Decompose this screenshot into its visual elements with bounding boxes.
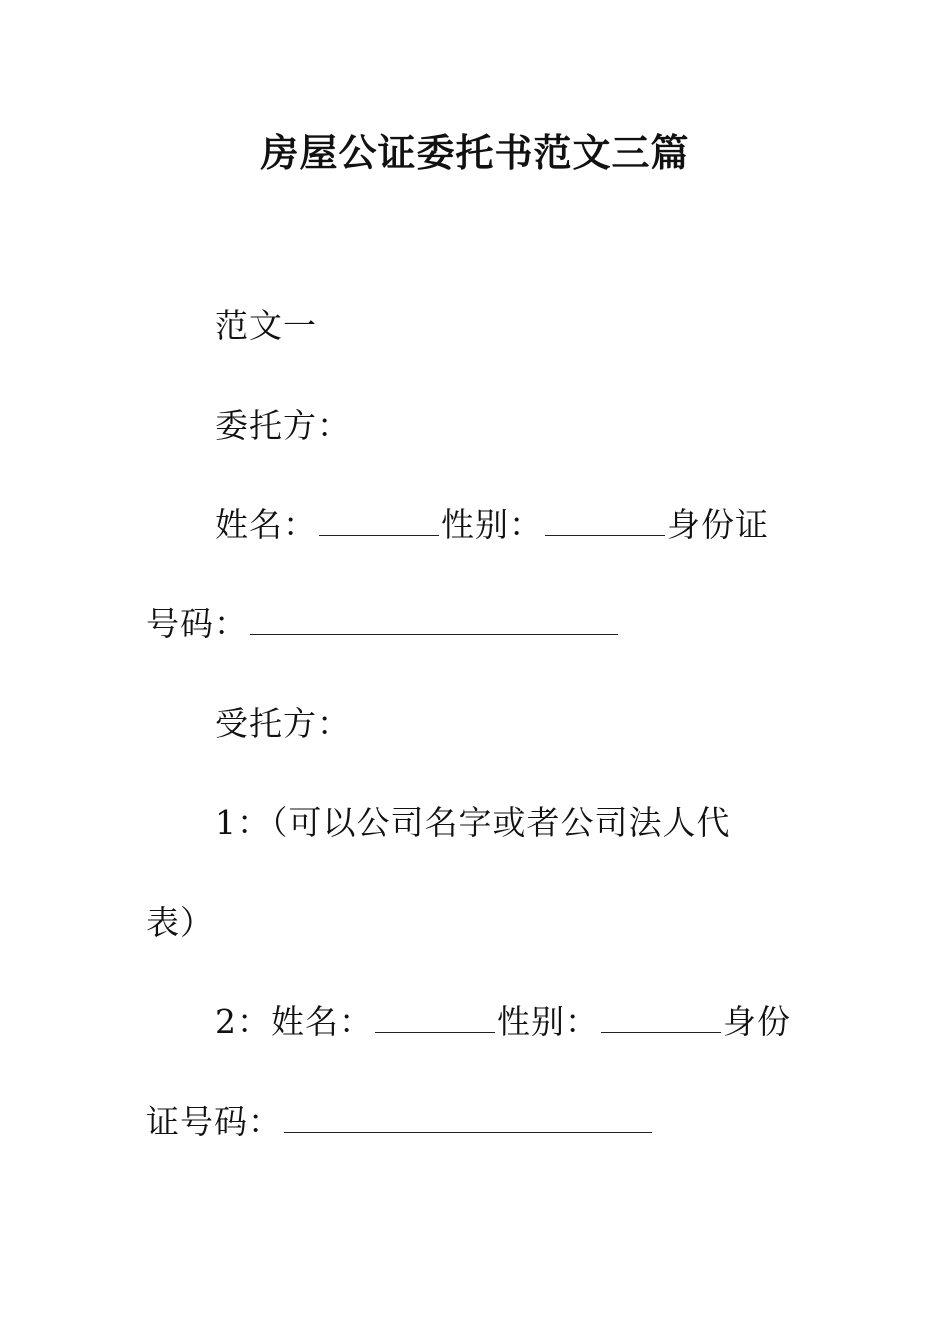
client-id-blank [250,604,618,635]
agent-gender-blank [601,1002,721,1033]
client-name-blank [319,505,439,536]
client-id-line [146,601,620,647]
client-id-label-part2: 号码： [146,604,248,643]
client-id-label-part1: 身份证 [667,505,769,544]
agent-info-line [215,999,791,1045]
document-title: 房屋公证委托书范文三篇 [260,130,690,175]
agent-id-blank [284,1102,652,1133]
agent-id-line [146,1099,654,1145]
client-info-line [215,502,769,548]
client-gender-label: 性别： [441,505,543,544]
agent-heading: 受托方： [215,704,351,743]
agent-id-label-part2: 证号码： [146,1102,282,1141]
agent-item2-prefix: 2： [215,1002,271,1041]
section-heading: 范文一 [215,306,317,345]
agent-item1-line2: 表） [146,903,214,942]
agent-item1-line1: 1：（可以公司名字或者公司法人代 [215,803,731,842]
client-name-label: 姓名： [215,505,317,544]
agent-name-label: 姓名： [271,1002,373,1041]
client-gender-blank [545,505,665,536]
agent-id-label-part1: 身份 [723,1002,791,1041]
agent-gender-label: 性别： [497,1002,599,1041]
client-heading: 委托方： [215,406,351,445]
agent-name-blank [375,1002,495,1033]
